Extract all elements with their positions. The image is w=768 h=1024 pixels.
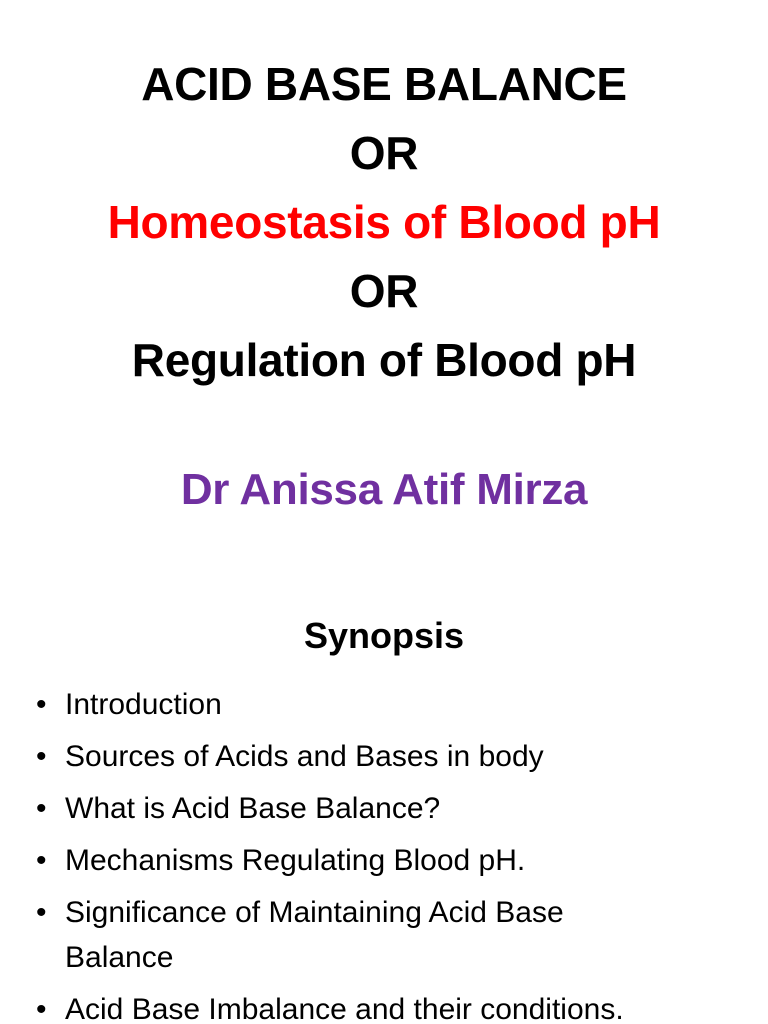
list-item: [36, 682, 736, 727]
list-item-text: Introduction: [65, 688, 222, 721]
bullet-icon: •: [36, 740, 47, 773]
title-line-2: Homeostasis of Blood pH: [107, 196, 661, 248]
list-item-text: Mechanisms Regulating Blood pH.: [65, 844, 526, 877]
list-item-text: Sources of Acids and Bases in body: [65, 740, 544, 773]
bullet-icon: •: [36, 688, 47, 721]
bullet-icon: •: [36, 896, 47, 929]
title-block: [0, 50, 768, 395]
list-item: [36, 838, 736, 883]
list-item: [36, 786, 736, 831]
list-item-text: What is Acid Base Balance?: [65, 792, 441, 825]
title-or-1: OR: [349, 127, 419, 179]
author-name: Dr Anissa Atif Mirza: [180, 465, 588, 514]
bullet-icon: •: [36, 993, 47, 1024]
bullet-icon: •: [36, 844, 47, 877]
title-line-3: Regulation of Blood pH: [131, 334, 637, 386]
bullet-icon: •: [36, 792, 47, 825]
synopsis-list: [36, 682, 736, 1024]
title-or-2: OR: [349, 265, 419, 317]
list-item-text: Acid Base Imbalance and their conditions.: [65, 993, 624, 1024]
list-item-text: Significance of Maintaining Acid Base Balance: [65, 896, 564, 974]
list-item: [36, 890, 736, 980]
synopsis-heading: Synopsis: [303, 615, 465, 656]
list-item: [36, 734, 736, 779]
title-line-1: ACID BASE BALANCE: [141, 58, 627, 110]
list-item: [36, 987, 736, 1024]
